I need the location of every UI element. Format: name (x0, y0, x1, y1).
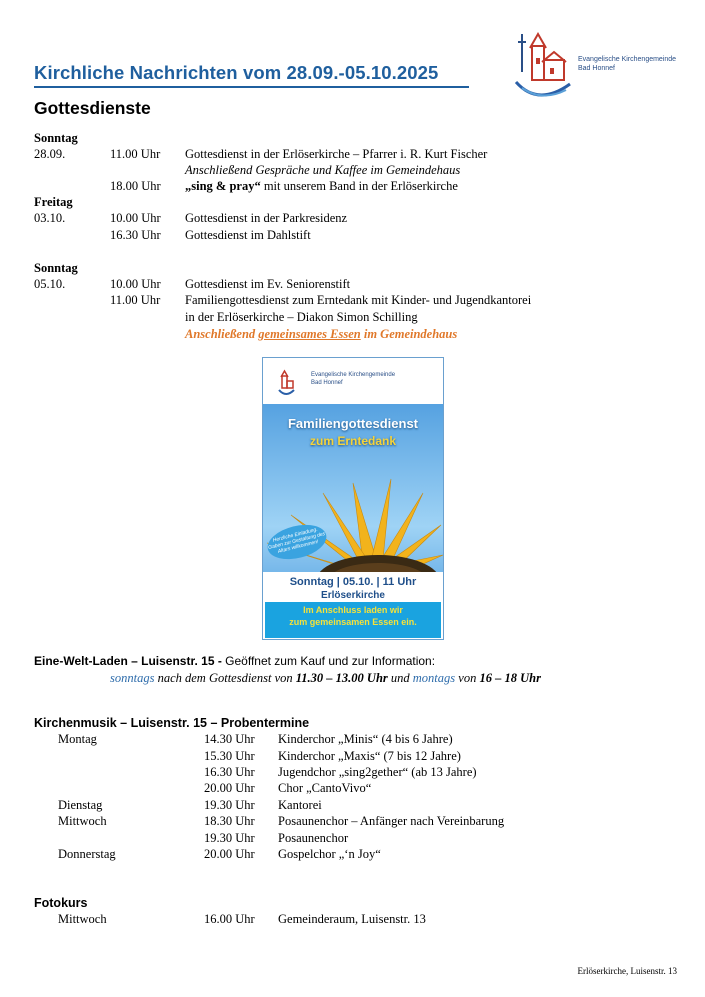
music-text: Gospelchor „‘n Joy“ (278, 847, 381, 861)
church-icon (508, 22, 578, 104)
service-text: Familiengottesdienst zum Erntedank mit Kinder- und Jugendkantorei (185, 293, 532, 307)
music-text: Kinderchor „Maxis“ (7 bis 12 Jahre) (278, 749, 461, 763)
hours-text: nach dem Gottesdienst von (154, 671, 296, 685)
poster-date: Sonntag | 05.10. | 11 Uhr (289, 576, 417, 588)
music-heading: Kirchenmusik – Luisenstr. 15 – Probentermine (34, 716, 310, 730)
hours-text: von (455, 671, 480, 685)
highlight-underlined: gemeinsames Essen (258, 327, 361, 341)
poster-invite-line2: zum gemeinsamen Essen ein. (289, 617, 417, 627)
day-label: Sonntag (34, 131, 78, 145)
church-logo (508, 22, 688, 104)
service-time: 10.00 Uhr (110, 211, 161, 225)
invitation-badge: Herzliche Einladung. Gaben zur Gestaltung des Altars willkommen! (264, 519, 330, 565)
service-bold: „sing & pray“ (185, 179, 261, 193)
eine-welt-hours (110, 670, 541, 686)
hours-monday: 16 – 18 Uhr (479, 671, 541, 685)
service-time: 16.30 Uhr (110, 228, 161, 242)
music-time: 20.00 Uhr (204, 781, 255, 795)
church-icon (277, 368, 295, 396)
service-time: 18.00 Uhr (110, 179, 161, 193)
poster-place: Erlöserkirche (321, 590, 385, 601)
harvest-poster (262, 357, 444, 640)
poster-subtitle: zum Erntedank (309, 434, 396, 448)
page-title: Kirchliche Nachrichten vom 28.09.-05.10.2025 (34, 62, 439, 83)
weekday-sunday: sonntags (110, 671, 155, 685)
title-underline (34, 86, 469, 88)
music-day: Dienstag (58, 798, 103, 812)
logo-text-line1: Evangelische Kirchengemeinde (578, 56, 677, 63)
hours-text: und (387, 671, 413, 685)
music-time: 14.30 Uhr (204, 732, 255, 746)
poster-logo-line1: Evangelische Kirchengemeinde (311, 372, 396, 378)
date-label: 03.10. (34, 211, 66, 225)
service-text: mit unserem Band in der Erlöserkirche (260, 179, 458, 193)
poster-invite-line1: Im Anschluss laden wir (303, 605, 403, 615)
date-label: 28.09. (34, 147, 66, 161)
hours-sunday: 11.30 – 13.00 Uhr (295, 671, 388, 685)
service-time: 11.00 Uhr (110, 293, 161, 307)
page-footer: Erlöserkirche, Luisenstr. 13 (577, 966, 677, 976)
highlight-part: im Gemeindehaus (360, 327, 458, 341)
music-text: Kinderchor „Minis“ (4 bis 6 Jahre) (278, 732, 453, 746)
music-time: 18.30 Uhr (204, 814, 255, 828)
music-day: Donnerstag (58, 847, 116, 861)
photo-heading: Fotokurs (34, 896, 88, 910)
music-text: Posaunenchor (278, 831, 349, 845)
highlight-part: Anschließend (185, 327, 259, 341)
service-text: Gottesdienst in der Erlöserkirche – Pfarrer i. R. Kurt Fischer (185, 147, 488, 161)
music-time: 15.30 Uhr (204, 749, 255, 763)
service-text: Gottesdienst im Ev. Seniorenstift (185, 277, 351, 291)
service-text: Gottesdienst im Dahlstift (185, 228, 311, 242)
music-time: 20.00 Uhr (204, 847, 255, 861)
service-text-line (185, 178, 458, 194)
photo-place: Gemeinderaum, Luisenstr. 13 (278, 912, 426, 926)
service-text: Gottesdienst in der Parkresidenz (185, 211, 348, 225)
eine-welt-subtitle: Geöffnet zum Kauf und zur Information: (221, 654, 436, 668)
music-text: Jugendchor „sing2gether“ (ab 13 Jahre) (278, 765, 477, 779)
eine-welt-heading-line (34, 653, 435, 669)
poster-logo-line2: Bad Honnef (311, 380, 343, 386)
service-note: Anschließend Gespräche und Kaffee im Gemeindehaus (185, 163, 461, 177)
music-time: 19.30 Uhr (204, 798, 255, 812)
logo-text-line2: Bad Honnef (578, 65, 615, 72)
photo-day: Mittwoch (58, 912, 107, 926)
photo-time: 16.00 Uhr (204, 912, 255, 926)
poster-title: Familiengottesdienst (287, 416, 419, 431)
music-time: 16.30 Uhr (204, 765, 255, 779)
service-time: 11.00 Uhr (110, 147, 161, 161)
music-text: Posaunenchor – Anfänger nach Vereinbarung (278, 814, 505, 828)
date-label: 05.10. (34, 277, 66, 291)
weekday-monday: montags (412, 671, 456, 685)
eine-welt-heading: Eine-Welt-Laden – Luisenstr. 15 - (34, 654, 222, 668)
day-label: Sonntag (34, 261, 78, 275)
service-text: in der Erlöserkirche – Diakon Simon Schilling (185, 310, 418, 324)
music-time: 19.30 Uhr (204, 831, 255, 845)
music-text: Chor „CantoVivo“ (278, 781, 372, 795)
music-text: Kantorei (278, 798, 322, 812)
music-day: Mittwoch (58, 814, 107, 828)
services-heading: Gottesdienste (34, 98, 151, 118)
day-label: Freitag (34, 195, 73, 209)
meal-highlight (185, 326, 457, 342)
music-day: Montag (58, 732, 97, 746)
service-time: 10.00 Uhr (110, 277, 161, 291)
